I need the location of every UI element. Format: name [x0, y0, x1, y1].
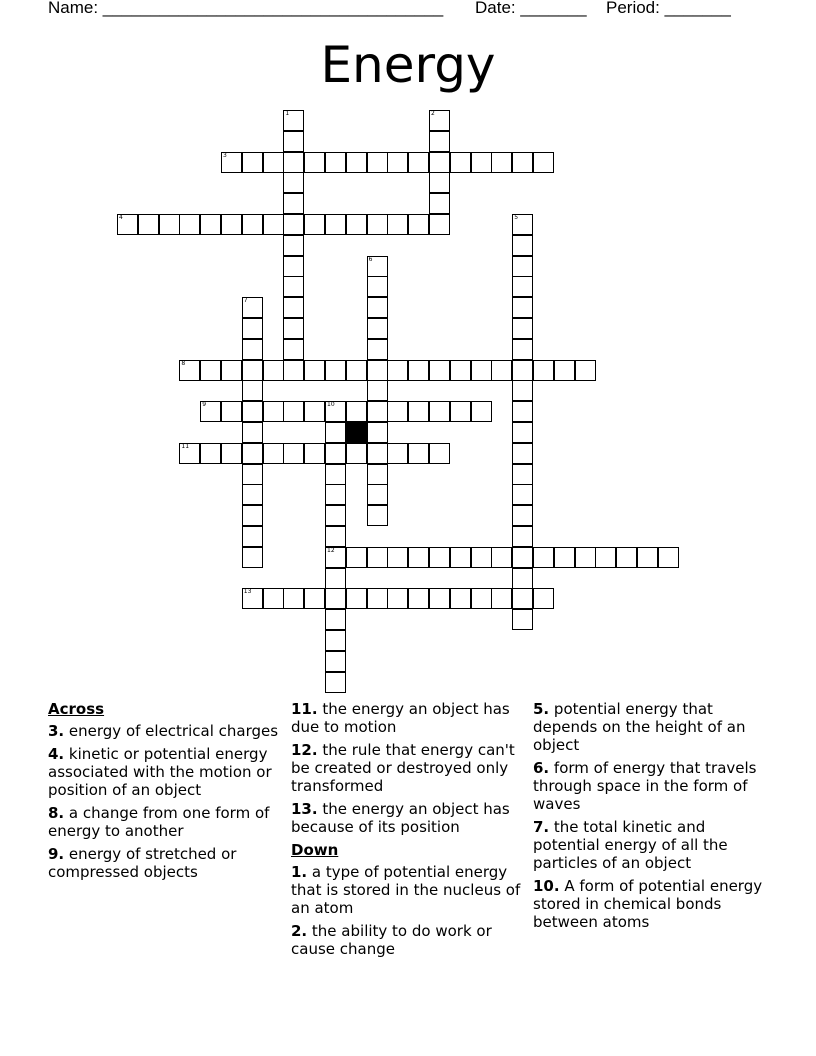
- grid-cell[interactable]: [242, 339, 263, 360]
- grid-cell[interactable]: [346, 443, 367, 464]
- grid-cell[interactable]: [325, 526, 346, 547]
- period-field[interactable]: Period: _______: [606, 0, 731, 17]
- grid-cell[interactable]: [263, 443, 284, 464]
- grid-cell[interactable]: [616, 547, 637, 568]
- clue-down-7: 7. the total kinetic and potential energy of all the particles of an object: [533, 818, 728, 872]
- grid-cell[interactable]: [221, 214, 242, 235]
- grid-cell[interactable]: [408, 588, 429, 609]
- grid-cell[interactable]: [450, 401, 471, 422]
- grid-cell[interactable]: [408, 443, 429, 464]
- grid-cell[interactable]: [554, 360, 575, 381]
- worksheet-header: [0, 0, 816, 22]
- grid-cell[interactable]: [387, 547, 408, 568]
- across-heading: Across: [48, 700, 105, 718]
- grid-cell[interactable]: [304, 588, 325, 609]
- grid-cell[interactable]: [429, 110, 450, 131]
- grid-cell[interactable]: [221, 401, 242, 422]
- grid-cell[interactable]: [179, 214, 200, 235]
- grid-cell[interactable]: [595, 547, 616, 568]
- grid-cell[interactable]: [346, 547, 367, 568]
- grid-cell[interactable]: [450, 588, 471, 609]
- grid-cell[interactable]: [325, 588, 346, 609]
- grid-cell[interactable]: [325, 443, 346, 464]
- clue-number: 2: [431, 110, 435, 117]
- clues-column-2: [291, 700, 526, 963]
- grid-cell[interactable]: [242, 152, 263, 173]
- grid-cell[interactable]: [283, 256, 304, 277]
- grid-cell[interactable]: [387, 152, 408, 173]
- grid-cell[interactable]: [533, 588, 554, 609]
- clue-across-4: 4. kinetic or potential energy associated with the motion or position of an object: [48, 745, 272, 799]
- grid-cell[interactable]: [283, 172, 304, 193]
- grid-cell[interactable]: [283, 110, 304, 131]
- grid-cell[interactable]: [304, 214, 325, 235]
- grid-cell[interactable]: [408, 547, 429, 568]
- grid-cell[interactable]: [179, 443, 200, 464]
- grid-cell[interactable]: [429, 214, 450, 235]
- clue-number: 7: [243, 297, 248, 305]
- grid-cell[interactable]: [242, 360, 263, 381]
- grid-cell[interactable]: [325, 214, 346, 235]
- grid-cell[interactable]: [450, 360, 471, 381]
- grid-cell[interactable]: [200, 401, 221, 422]
- grid-cell[interactable]: [512, 484, 533, 505]
- clue-down-6: 6. form of energy that travels through space in the form of waves: [533, 759, 757, 813]
- grid-cell[interactable]: [283, 276, 304, 297]
- grid-cell[interactable]: [242, 505, 263, 526]
- grid-cell[interactable]: [283, 360, 304, 381]
- clue-down-1: 1. a type of potential energy that is stored in the nucleus of an atom: [291, 863, 521, 917]
- grid-cell[interactable]: [325, 464, 346, 485]
- grid-cell[interactable]: [242, 443, 263, 464]
- grid-cell[interactable]: [429, 547, 450, 568]
- grid-cell[interactable]: [491, 360, 512, 381]
- grid-cell[interactable]: [283, 401, 304, 422]
- grid-cell[interactable]: [429, 193, 450, 214]
- grid-cell[interactable]: [283, 214, 304, 235]
- grid-cell[interactable]: [367, 276, 388, 297]
- grid-cell[interactable]: [283, 152, 304, 173]
- clue-across-9: 9. energy of stretched or compressed objects: [48, 845, 237, 881]
- grid-cell[interactable]: [283, 588, 304, 609]
- grid-cell[interactable]: [450, 152, 471, 173]
- date-field[interactable]: Date: _______: [475, 0, 587, 17]
- clue-down-5: 5. potential energy that depends on the height of an object: [533, 700, 746, 754]
- grid-cell[interactable]: [408, 152, 429, 173]
- grid-cell[interactable]: [429, 401, 450, 422]
- grid-cell[interactable]: [283, 193, 304, 214]
- grid-cell[interactable]: [512, 318, 533, 339]
- grid-cell[interactable]: [325, 505, 346, 526]
- clue-across-11: 11. the energy an object has due to motion: [291, 700, 510, 736]
- grid-cell[interactable]: [491, 547, 512, 568]
- grid-cell[interactable]: [242, 526, 263, 547]
- grid-cell[interactable]: [242, 422, 263, 443]
- grid-cell[interactable]: [367, 152, 388, 173]
- grid-cell[interactable]: [221, 152, 242, 173]
- grid-cell[interactable]: [408, 401, 429, 422]
- grid-cell[interactable]: [387, 588, 408, 609]
- grid-cell[interactable]: [263, 401, 284, 422]
- grid-cell[interactable]: [512, 422, 533, 443]
- grid-cell[interactable]: [512, 339, 533, 360]
- grid-cell[interactable]: [575, 360, 596, 381]
- grid-cell[interactable]: [367, 339, 388, 360]
- grid-cell[interactable]: [325, 568, 346, 589]
- grid-cell[interactable]: [242, 484, 263, 505]
- clue-number: 9: [202, 401, 207, 409]
- grid-cell[interactable]: [325, 672, 346, 693]
- puzzle-title: Energy: [320, 36, 496, 94]
- grid-cell[interactable]: [179, 360, 200, 381]
- grid-cell[interactable]: [221, 443, 242, 464]
- grid-cell[interactable]: [367, 401, 388, 422]
- clue-down-10: 10. A form of potential energy stored in chemical bonds between atoms: [533, 877, 763, 931]
- grid-cell[interactable]: [367, 588, 388, 609]
- clue-number: 1: [285, 110, 290, 117]
- grid-cell[interactable]: [200, 214, 221, 235]
- grid-cell[interactable]: [387, 443, 408, 464]
- grid-cell[interactable]: [242, 464, 263, 485]
- grid-cell[interactable]: [200, 443, 221, 464]
- grid-cell[interactable]: [263, 588, 284, 609]
- grid-cell[interactable]: [512, 505, 533, 526]
- clue-across-12: 12. the rule that energy can't be created or destroyed only transformed: [291, 741, 515, 795]
- grid-cell[interactable]: [367, 547, 388, 568]
- grid-cell[interactable]: [512, 152, 533, 173]
- grid-cell[interactable]: [471, 401, 492, 422]
- grid-cell[interactable]: [471, 547, 492, 568]
- grid-cell[interactable]: [471, 152, 492, 173]
- grid-cell[interactable]: [242, 297, 263, 318]
- grid-cell[interactable]: [242, 547, 263, 568]
- grid-cell[interactable]: [304, 152, 325, 173]
- grid-cell[interactable]: [387, 360, 408, 381]
- grid-cell[interactable]: [367, 360, 388, 381]
- grid-cell[interactable]: [512, 235, 533, 256]
- clue-number: 5: [514, 214, 519, 221]
- grid-cell[interactable]: [242, 380, 263, 401]
- grid-cell[interactable]: [408, 214, 429, 235]
- grid-cell[interactable]: [512, 443, 533, 464]
- grid-cell[interactable]: [263, 214, 284, 235]
- grid-cell[interactable]: [367, 505, 388, 526]
- grid-cell[interactable]: [263, 360, 284, 381]
- grid-cell[interactable]: [408, 360, 429, 381]
- grid-cell[interactable]: [283, 339, 304, 360]
- grid-cell[interactable]: [512, 547, 533, 568]
- grid-cell[interactable]: [325, 422, 346, 443]
- clue-number: 6: [368, 255, 373, 263]
- grid-cell[interactable]: [554, 547, 575, 568]
- grid-cell[interactable]: [325, 651, 346, 672]
- grid-cell[interactable]: [242, 401, 263, 422]
- grid-cell[interactable]: [512, 214, 533, 235]
- clue-number: 12: [327, 546, 335, 554]
- grid-cell[interactable]: [367, 297, 388, 318]
- grid-cell[interactable]: [429, 443, 450, 464]
- clue-across-8: 8. a change from one form of energy to another: [48, 804, 270, 840]
- clue-number: 11: [181, 442, 190, 450]
- grid-cell[interactable]: [325, 152, 346, 173]
- grid-cell[interactable]: [325, 401, 346, 422]
- grid-cell[interactable]: [429, 172, 450, 193]
- grid-cell[interactable]: [367, 380, 388, 401]
- grid-cell[interactable]: [575, 547, 596, 568]
- clue-across-3: 3. energy of electrical charges: [48, 722, 279, 740]
- grid-cell[interactable]: [367, 422, 388, 443]
- grid-cell[interactable]: [512, 360, 533, 381]
- grid-cell[interactable]: [159, 214, 180, 235]
- grid-cell[interactable]: [304, 360, 325, 381]
- grid-cell[interactable]: [325, 609, 346, 630]
- grid-cell[interactable]: [346, 152, 367, 173]
- grid-cell[interactable]: [283, 443, 304, 464]
- grid-cell[interactable]: [512, 276, 533, 297]
- clue-number: 13: [243, 588, 252, 596]
- grid-cell[interactable]: [221, 360, 242, 381]
- grid-cell[interactable]: [283, 297, 304, 318]
- clue-down-2: 2. the ability to do work or cause change: [291, 922, 492, 958]
- grid-cell[interactable]: [450, 547, 471, 568]
- clue-across-13: 13. the energy an object has because of its position: [291, 800, 510, 836]
- grid-cell[interactable]: [325, 360, 346, 381]
- grid-cell[interactable]: [429, 131, 450, 152]
- grid-cell[interactable]: [325, 630, 346, 651]
- clue-number: 10: [327, 401, 335, 409]
- grid-cell[interactable]: [367, 464, 388, 485]
- grid-cell[interactable]: [346, 360, 367, 381]
- grid-cell[interactable]: [242, 588, 263, 609]
- grid-cell[interactable]: [512, 588, 533, 609]
- name-field[interactable]: Name: ____________________________________: [48, 0, 444, 17]
- grid-cell[interactable]: [346, 588, 367, 609]
- grid-cell[interactable]: [658, 547, 679, 568]
- grid-cell[interactable]: [637, 547, 658, 568]
- grid-cell[interactable]: [283, 235, 304, 256]
- grid-cell[interactable]: [367, 256, 388, 277]
- grid-cell[interactable]: [387, 401, 408, 422]
- grid-cell[interactable]: [346, 214, 367, 235]
- grid-cell[interactable]: [242, 318, 263, 339]
- grid-cell[interactable]: [512, 464, 533, 485]
- grid-cell[interactable]: [138, 214, 159, 235]
- grid-cell[interactable]: [533, 152, 554, 173]
- grid-cell[interactable]: [512, 297, 533, 318]
- grid-cell[interactable]: [491, 588, 512, 609]
- blocked-cell: [346, 422, 367, 443]
- grid-cell[interactable]: [512, 401, 533, 422]
- grid-cell[interactable]: [304, 443, 325, 464]
- grid-cell[interactable]: [429, 152, 450, 173]
- grid-cell[interactable]: [367, 214, 388, 235]
- grid-cell[interactable]: [429, 588, 450, 609]
- grid-cell[interactable]: [117, 214, 138, 235]
- down-heading: Down: [291, 841, 339, 859]
- clue-number: 3: [223, 151, 227, 159]
- grid-cell[interactable]: [512, 380, 533, 401]
- clues-column-1: [48, 700, 283, 886]
- grid-cell[interactable]: [367, 443, 388, 464]
- clue-number: 8: [181, 359, 186, 367]
- clue-number: 4: [119, 214, 123, 221]
- grid-cell[interactable]: [242, 214, 263, 235]
- grid-cell[interactable]: [471, 588, 492, 609]
- grid-cell[interactable]: [533, 360, 554, 381]
- grid-cell[interactable]: [512, 609, 533, 630]
- grid-cell[interactable]: [533, 547, 554, 568]
- grid-cell[interactable]: [491, 152, 512, 173]
- grid-cell[interactable]: [200, 360, 221, 381]
- grid-cell[interactable]: [325, 547, 346, 568]
- grid-cell[interactable]: [325, 484, 346, 505]
- grid-cell[interactable]: [367, 484, 388, 505]
- grid-cell[interactable]: [387, 214, 408, 235]
- grid-cell[interactable]: [512, 526, 533, 547]
- grid-cell[interactable]: [283, 318, 304, 339]
- grid-cell[interactable]: [304, 401, 325, 422]
- grid-cell[interactable]: [429, 360, 450, 381]
- grid-cell[interactable]: [471, 360, 492, 381]
- grid-cell[interactable]: [346, 401, 367, 422]
- clues-column-3: [533, 700, 773, 936]
- grid-cell[interactable]: [263, 152, 284, 173]
- grid-cell[interactable]: [367, 318, 388, 339]
- grid-cell[interactable]: [283, 131, 304, 152]
- grid-cell[interactable]: [512, 568, 533, 589]
- grid-cell[interactable]: [512, 256, 533, 277]
